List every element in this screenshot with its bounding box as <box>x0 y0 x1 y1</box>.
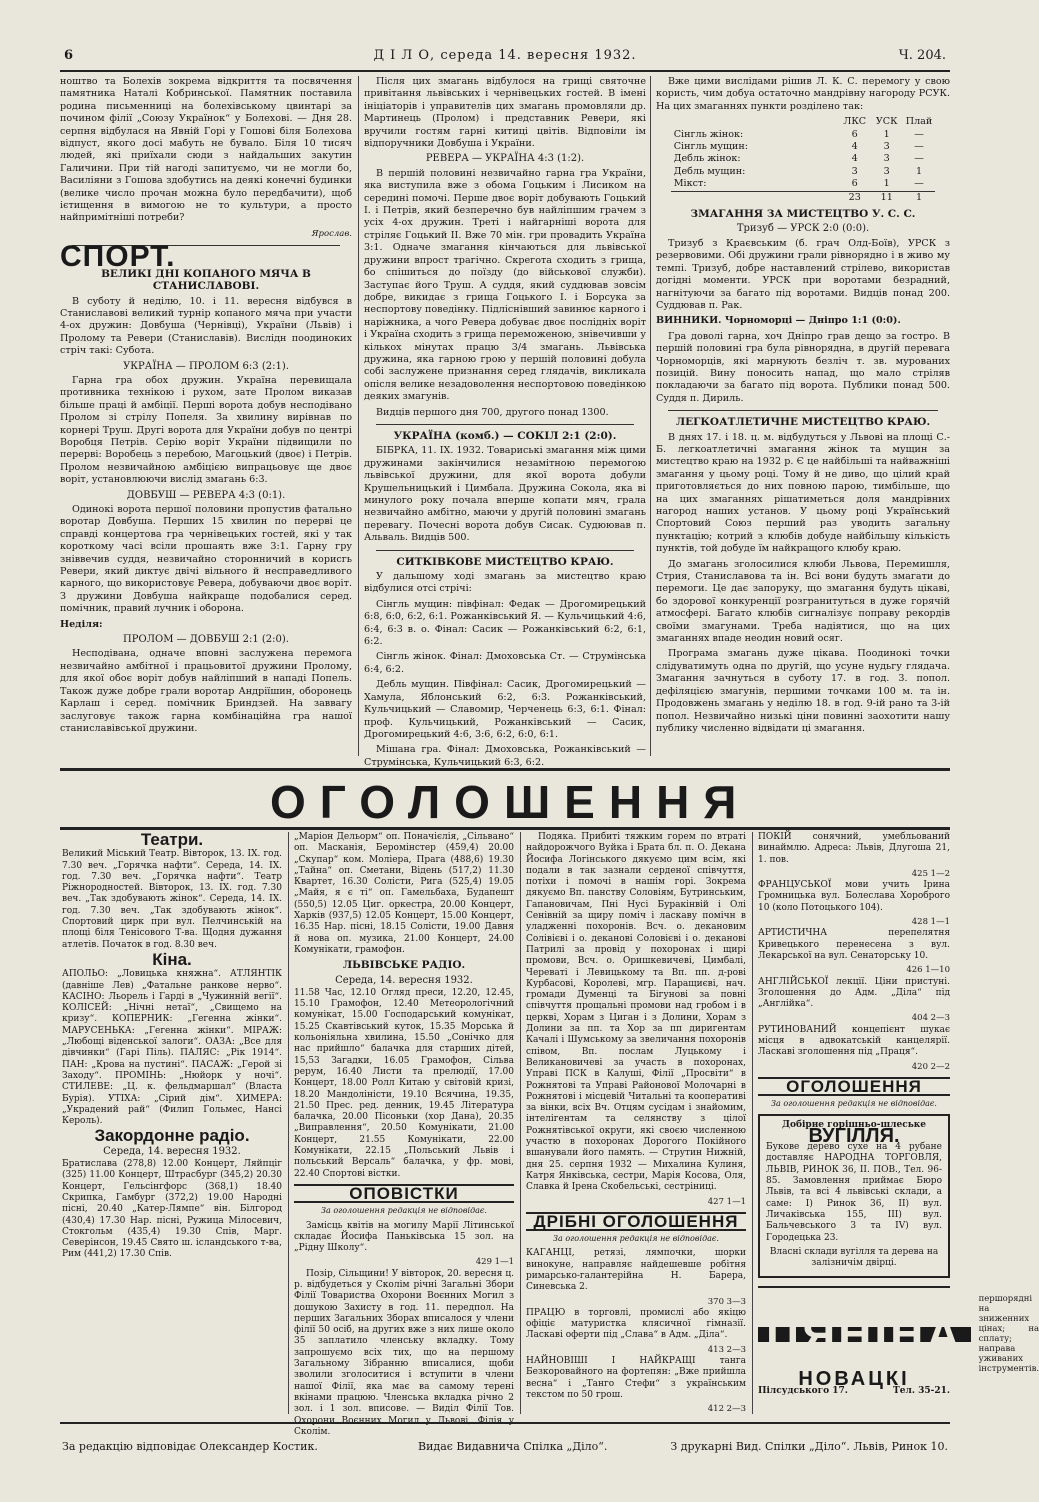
table-cell: 3 <box>851 165 858 177</box>
table-cell: — <box>914 141 924 153</box>
article-text: В днях 17. і 18. ц. м. відбудуться у Львові на площі С.-Б. легкоатлетичні змагання жінок та мущин за мистецтво краю на 1932 р. Є це найбільші та найважніші змагання у цьому році. Тому й не диво, що цілий край приготовляється до них повною парою, тимбільше, що на цих змаганнях рішатиметься доля мандрівних нагород наших установ. У цьому році Український Спортовий Союз перший раз уводить загальну пунктацію; котрий з клюбів добуде найбільшу кількість пунктів, той добуде їм найкращого клюбу краю. <box>656 431 950 555</box>
tennis-result: Сінгль жінок. Фінал: Дмоховська Ст. — Струмінська 6:4, 6:2. <box>364 651 646 675</box>
ad-heading: Добірне горішньо-шлеське <box>781 1119 927 1130</box>
section-title: ЛЬВІВСЬКЕ РАДІО. <box>342 959 466 972</box>
listing-text: Братислава (278,8) 12.00 Концерт, Ляйпціг (325) 11.00 Концерт, Штрасбург (345,2) 20.30 Концерт, Гельсінгфорс (368,1) 18.40 Скрипка, Гамбург (372,2) 19.00 Народні пісні, 20.40 „Катер-Лямпе“ він. Білгород (430,4) 17.30 Нар. пісні, Ружица Мілосевич, Стокгольм (435,4) 19.30 Спів, Марг. Северінсон, 19.45 Свято ш. ісландського т-ва, Рим (441,2) 17.30 Спів. <box>62 1159 282 1260</box>
ads-column-4 <box>758 832 1039 1414</box>
table-cell: 6 <box>851 128 858 140</box>
ad-number: 426 1—10 <box>906 965 950 976</box>
ad-number: 429 1—1 <box>475 1257 514 1268</box>
match-title: РЕВЕРА — УКРАЇНА 4:3 (1:2). <box>425 153 585 165</box>
page-header <box>60 46 950 72</box>
notice-text: Позір, Сільщини! У вівторок, 20. вересня ц. р. відбудеться у Сколім річні Загальні Збори Філії Товариства Охорони Воєнних Могил з дошукою Захисту в год. 11. передпол. На перших Загальних Зборах вписалося у члени філії 50 осіб, на других вже з них лише около 35 заплатило членську вкладку. Тому запрошуємо всіх тих, що на першому Загальному Зібранню вписалися, щоби зволили зголоситися і вступити в члени нашої Філії, яка має ва самому терені вкінами працюю. Членська вкладка річно 2 зол. і 1 зол. вписове. — Виділ Філії Тов. Охорони Воєнних Могил у Львові, Філія у Сколім. <box>294 1268 514 1437</box>
ads-column-3 <box>526 832 746 1414</box>
section-title: ОГОЛОШЕННЯ <box>758 1077 950 1096</box>
classified-ad: ПОКІЙ сонячний, умебльований винаймлю. Адреса: Львів, Длугоша 21, 1. пов. <box>758 832 950 865</box>
tennis-result: Сінгль мущин: півфінал: Федак — Дрогомирецький 6:8, 6:0, 6:2, 6:1. Рожанківський Я. — Кульчицький 4:6, 6:4, 6:3 в. о. Фінал: Сасик — Рожанківський 6:2, 6:1, 6:2. <box>364 598 646 648</box>
article-text: ноштво та Болехів зокрема відкриття та посвячення памятника Наталі Кобринської. Памятник поставила родина письменниці на болехівському цвинтарі за почином філії „Союзу Українок“ у Болехові. — Дня 28. серпня відбулася на Явній Горі у Гошові біля Болехова відпуст, якого досі мабуть не бувало. Біля 10 тисяч людей, які приїхали сюди з найдальших закутин Галичини. При тій нагоді запитуємо, чи не могли бо, Василіяни з Гошова здобутись на деякі конечні будинки (велике число прочан можна було передбачити), щоб ієтищення в вимогою не то культури, а просто найпримітніші потреби? <box>60 76 352 224</box>
column-2 <box>364 76 646 768</box>
match-title: ДОВБУШ — РЕВЕРА 4:3 (0:1). <box>126 489 286 501</box>
article-text: В суботу й неділю, 10. і 11. вересня відбувся в Станиславові великий турнір копаного мяча при участи 4-ох дружин: Довбуша (Чернівці), України (Львів) і Пролому та Ревери (Станиславів). Вислідн поодиноких стріч такі: Субота. <box>60 295 352 357</box>
disclaimer: За оголошення редакція не відповідає. <box>771 1099 937 1109</box>
article-text: Одинокі ворота першої половини пропустив фатально воротар Довбуша. Перших 15 хвилин по перерві це справді концертова гра чернівецьких гостей, які у так короткому часі всіли прошаять вже 3:1. Гарну гру зніввечив суддя, незвичайно сторонничий в корисгь Ревери, який диктує двічі вільного й несправедливого карного, що використовує Ревера, добуваючи двоє воріт. З дружини Довбуша найкраще подобалися серед. помічник, правий лучник і оборона. <box>60 504 352 615</box>
table-row <box>671 178 936 191</box>
date-label: Середа, 14. вересня 1932. <box>103 1145 241 1157</box>
ad-heading: ПЯНІНА <box>758 1327 971 1342</box>
ads-banner <box>60 768 950 830</box>
ad-number: 370 3—3 <box>707 1296 746 1307</box>
section-title: Закордонне радіо. <box>94 1126 250 1146</box>
listing-text: 11.58 Час, 12.10 Огляд преси, 12.20, 12.45, 15.10 Грамофон, 12.40 Метеорологічний комунікат, 15.00 Господарський комунікат, 15.25 Скавтівський куток, 15.35 Морська й кольоніяльна хвилина, 15.50 „Сонічко для нас прийшло“ балачка для старших дітей, 15,53 Загадки, 16.05 Грамофон, Сільва рерум, 16.40 Листи та прелюдії, 17.00 Концерт, 18.00 Ролл Китаю у світовій кризі, 18.20 Мандоліністи, 19.10 Всячина, 19.35, 21.50 Прес. ред. денник, 19.45 Література балачка, 20.00 Пісоньки (хор Дана), 20.35 „Виправлення“, 20.50 Комунікати, 21.00 Концерт, 21.55 Комунікати, 22.00 Комунікати, 22.15 „Польський Львів і польський Версаль“ балачка, у фр. мові, 22.40 Спортові вістки. <box>294 987 514 1179</box>
classified-ad: НАЙНОВІШІ І НАЙКРАЩІ танга Безкоровайного на фортепян: „Вже прийшла весна“ і „Танго Стефи“ з українським текстом по 50 грош. <box>526 1356 746 1400</box>
ad-text: Букове дерево сухе на 4 рубане доставляє НАРОДНА ТОРГОВЛЯ, ЛЬВІВ, РИНОК 36, II. ПОВ., Тел. 96-85. Замовлення приймає Бюро Львів, та всі 4 львівські склади, а саме: І) Ринок 36, ІІ) вул. Личаківська 155, ІІІ) вул. Бальчевського 3 та IV) вул. Городецька 23. <box>766 1142 942 1243</box>
section-title: ОПОВІСТКИ <box>294 1184 514 1203</box>
ad-number: 427 1—1 <box>707 1196 746 1207</box>
table-cell: 1 <box>883 178 890 190</box>
column-divider <box>358 76 359 756</box>
table-cell: — <box>914 128 924 140</box>
ad-number: 412 2—3 <box>707 1404 746 1415</box>
article-title: ЗМАГАННЯ ЗА МИСТЕЦТВО У. С. С. <box>690 208 916 221</box>
article-text: Гра доволі гарна, хоч Дніпро грав дещо за гостро. В першій половині гра була рівнорядна, в другій перевага Чорноморців, які марнують безліч т. зв. мурованих позицій. Вину поносить напад, що мало стріляв покладаючи за багато під ворота. Публики понад 500. Суддя п. Дириль. <box>656 330 950 404</box>
author: Ярослав. <box>311 228 352 239</box>
article-title: ВЕЛИКІ ДНІ КОПАНОГО МЯЧА В СТАНИСЛАВОВІ. <box>101 267 311 293</box>
table-row <box>671 141 936 153</box>
article-text: Програма змагань дуже цікава. Поодинокі точки слідуватимуть одна по другій, що усуне нудьгу глядача. Змагання зачнуться в суботу 17. в год. 3. попол. дефіляцією змагунів, першими точками 100 м. та ін. Продовжень змагань у неділю 18. в год. 9-ій рано та 3-ій попол. Незвичайно низькі ціни повинні заохотити нашу публику численно відвідати ці змагання. <box>656 648 950 734</box>
table-cell: 11 <box>880 191 893 203</box>
divider <box>376 424 634 425</box>
ads-column-2 <box>294 832 514 1437</box>
match-title: Тризуб — УРСК 2:0 (0:0). <box>736 223 870 235</box>
table-header-cell: УСК <box>875 116 898 128</box>
classified-ad: АРТИСТИЧНА перепелятня Кривецького перенесена з вул. Лекарської на вул. Сенаторську 10. <box>758 928 950 961</box>
footer-editor: За редакцію відповідає Олександер Костик. <box>62 1440 318 1453</box>
table-header-cell <box>671 116 839 128</box>
ad-text: Власні склади вугілля та дерева на залізничім двірці. <box>769 1246 939 1269</box>
table-cell: 1 <box>915 191 923 203</box>
table-cell <box>671 191 839 204</box>
notice-text: Замісць квітів на могилу Марії Літинської складає Йосифа Паньківська 15 зол. на „Рідну Школу“. <box>294 1220 514 1254</box>
article-title: СИТКІВКОВЕ МИСТЕЦТВО КРАЮ. <box>396 555 614 568</box>
column-divider <box>288 832 289 1414</box>
page-footer <box>60 1422 950 1464</box>
table-cell: — <box>914 178 924 190</box>
tennis-result: Мішана гра. Фінал: Дмоховська, Рожанківський — Струмінська, Кульчицький 6:3, 6:2. <box>364 744 646 768</box>
ad-text: першорядні на зниженних цінах; на сплату; направа уживаних інструментів. <box>978 1294 1039 1375</box>
divider <box>668 410 938 411</box>
article-text: Несподівана, одначе вповні заслужена перемога незвичайно амбітної і працьовитої дружини Пролому, для якої обоє воріт добув найліпший в нападі Попель. Також дуже добре грали воротар Андріїшин, оборонець Карлаш і серед. помічник Бриндзей. На заввагу заслуговує також гарна комбінаційна гра нашої станиславівської дружини. <box>60 648 352 734</box>
ad-number: 425 1—2 <box>911 868 950 879</box>
table-cell: Сінгль мущин: <box>673 141 748 153</box>
match-title: ВИННИКИ. Чорноморці — Дніпро 1:1 (0:0). <box>656 315 901 327</box>
ad-heading: НОВАЦКІ <box>798 1368 910 1391</box>
listing-text: АПОЛЬО: „Ловицька княжна“. АТЛЯНТІК (давніше Лев) „Фатальне ранкове нерво“. КАСІНО: Льорель і Гарді в „Чужинній вегії“. КОЛІСЕЙ: „Нічні нетаї“, „Свищемо на кризу“. КОПЕРНИК: „Гегенна жінки“. МАРУСЕНЬКА: „Гегенна жінки“. МІРАЖ: „Любощі віденської залоги“. ОАЗА: „Все для дівчинки“ (Гарі Піль). ПАЛЯС: „Рік 1914“. ПАН: „Крова на пустині“. ПАСАЖ: „Герой зі Заходу“. ПРОМІНЬ: „Нюйорк у ночі“. СТИЛЕВЕ: „Ц. к. фельдмаршал“ (Власта Бурія). УТІХА: „Сірий дім“. ХИМЕРА: „Украдений рай“ (Филип Гольмес, Нансі Кероль). <box>62 969 282 1127</box>
table-cell: Дебль мущин: <box>673 165 746 177</box>
article-title: ЛЕГКОАТЛЕТИЧНЕ МИСТЕЦТВО КРАЮ. <box>675 416 931 429</box>
table-cell: — <box>914 153 924 165</box>
table-cell: 1 <box>915 165 923 177</box>
ad-number: 420 2—2 <box>911 1061 950 1072</box>
ad-heading: ВУГІЛЛЯ. <box>808 1124 900 1147</box>
ad-number: 428 1—1 <box>911 917 950 928</box>
section-title: ДРІБНІ ОГОЛОШЕННЯ <box>526 1212 746 1231</box>
table-header-cell: ЛКС <box>843 116 867 128</box>
table-cell: 6 <box>851 178 858 190</box>
footer-printer: З друкарні Вид. Спілки „Діло“. Львів, Ринок 10. <box>670 1440 948 1453</box>
listing-text: Великий Міський Театр. Вівторок, 13. IX. год. 7.30 веч. „Горячка нафти“. Середа, 14. IX. год. 7.30 веч. „Горячка нафти“. Театр Ріжнородностей. Вівторок, 13. IX. год. 7.30 веч. „Так здобувають жінок“. Середа, 14. IX. год. 7.30 веч. „Так здобувають жінок“. Спортовий цирк при вул. Пелчинській на площі біля Тенісового Т-ва. Щодня дужання атлетів. Початок в год. 8.30 веч. <box>62 849 282 950</box>
listing-text: „Маріон Дельорм“ оп. Поначієлія, „Сільвано“ оп. Масканія, Беромінстер (459,4) 20.00 „Скупар“ ком. Моліера, Прага (488,6) 19.30 „Тайна“ оп. Сметани, Відень (517,2) 11.30 Квартет, 16.30 Солісти, Рига (525,4) 19.05 „Майя, я є ті“ оп. Гамельбаха, Будапешт (550,5) 12.05 Циг. оркестра, 20.00 Концерт, Харків (937,5) 12.05 Концерт, 15.00 Концерт, 16.35 Нар. пісні, 18.15 Солісти, 19.00 Давня й нова оп. музика, 21.00 Концерт, 24.00 Комунікати, грамофон. <box>294 832 514 955</box>
table-cell: 4 <box>851 153 858 165</box>
ad-address: Пілсудського 17. <box>758 1385 848 1396</box>
article-text: Гарна гра обох дружин. Україна перевищала противника технікою і рухом, зате Пролом виказав більше праці й амбіції. Перші ворота добув несподівано Пролом зі стрілу Попеля. За хвилину вирівнав по корнері Труш. Другі ворота для України добув по центрі Воробця Петрів. Серію воріт України підвищили по перерві: Воробець з перебою, Магоцький (двоє) і Петрів. Пролом незвичайною амбіцією випрацьовує ще двоє воріт, установлюючи вислід змагань 6:3. <box>60 374 352 486</box>
ads-column-1 <box>62 832 282 1414</box>
points-table <box>671 116 936 204</box>
disclaimer: За оголошення редакція не відповідає. <box>553 1234 719 1244</box>
classified-ad: ПРАЦЮ в торговлі, промислі або якіцю офіціє матуристка клясичної гімназії. Ласкаві оферти під „Слава“ в Адм. „Діла“. <box>526 1307 746 1341</box>
issue-number: Ч. 204. <box>898 48 946 63</box>
article-text: Після цих змагань відбулося на грищі святочне привітання львівських і чернівецьких гостей. В імені ініціаторів і управителів цих змагань промовляли др. Мартинець (Пролом) і представник Ревери, які вручили гостям гарні китиці цвітів. Відповіли ім відпоручники Довбуша і України. <box>364 76 646 150</box>
page-number: 6 <box>64 48 74 63</box>
table-cell: 3 <box>883 141 890 153</box>
match-title: ПРОЛОМ — ДОВБУШ 2:1 (2:0). <box>123 634 289 646</box>
table-header-cell: Плай <box>905 116 933 128</box>
ad-number: 404 2—3 <box>911 1013 950 1024</box>
table-cell: Сінгль жінок: <box>673 128 744 140</box>
article-text: Тризуб з Краєвським (б. грач Олд-Боїв), УРСК з резервовими. Обі дружини грали рівнорядно і в живо му темпі. Тризуб, добре наставлений стрілево, використав догідні моменти. УРСК при воротами безрадний, нагнітуючи за багато під воротами. Видців понад 200. Суддював п. Рак. <box>656 237 950 311</box>
divider <box>376 550 634 551</box>
article-text: Вже цими вислідами рішив Л. К. С. перемогу у свою користь, чим добуа остаточно мандрівну нагороду РСУК. На цих змаганнях пункти розділено так: <box>656 76 950 112</box>
column-divider <box>520 832 521 1414</box>
column-divider <box>650 76 651 756</box>
article-text: До змагань зголосилися клюби Львова, Перемишля, Стрия, Станиславова та ін. Всі вони будуть змагати до перемоги. Це дає запоруку, що змагання будуть цікаві, бо здорової конкуренції розгранитуться в дуже горячій атмосфері. Багато клюбів сигналізує поправу рекордів своїми змагунами. Треба надіятися, що на цих змаганнях впаде неодин новий осяг. <box>656 558 950 645</box>
article-text: В першій половині незвичайно гарна гра України, яка виступила вже з обома Гоцьким і Лисиком на середині помочі. Перше двоє воріт добувають Гоцький І. і Петрів, який безперечно був найліпшим грачем з усіх 4-ох дружин. Треті і найгарніші ворота для стріляє Гоцький ІІ. Вже 70 мін. гри провадить Україна 3:1. Одначе змагання кінчаються для львівської дружини впрост трагічно. Скрегота сходить з грища, бо спішиться до поїзду (до військової служби). Заступає його Труш. А суддя, який суддював зовсім добре, викидає з грища Гоцького І. і Борсука за неспортову поведінку. Підліснівший завинює карного і наріжника, а чого Ревера добуває двоє послідніх воріт і Україна сходить з грища переможеною, знівечивши у кількох мінутах працю 3/4 змагань. Львівська дружина, яка гарною грою у першій половині добула собі заслужене признання серед глядачів, викликала опісля велике незадоволення неспортовою поведінкою деяких змагунів. <box>364 167 646 403</box>
day-label: Неділя: <box>60 618 103 630</box>
masthead-line: Д І Л О, середа 14. вересня 1932. <box>373 48 637 63</box>
ad-phone: Тел. 35-21. <box>893 1385 950 1396</box>
table-cell: Дебль жінок: <box>673 153 741 165</box>
column-3 <box>656 76 950 756</box>
column-1 <box>60 76 352 756</box>
table-row <box>671 153 936 165</box>
table-cell: 23 <box>848 191 861 203</box>
coal-advertisement <box>758 1114 950 1279</box>
table-cell: 3 <box>883 165 890 177</box>
table-cell: 4 <box>851 141 858 153</box>
date-label: Середа, 14. вересня 1932. <box>335 974 473 986</box>
classified-ad: ФРАНЦУСЬКОЇ мови учить Ірина Громницька вул. Болеслава Хороброго 10 (коло Потоцького 104). <box>758 880 950 913</box>
section-title: Кіна. <box>152 949 192 969</box>
article-text: У дальшому ході змагань за мистецтво краю відбулися отсі стрічі: <box>364 571 646 595</box>
ad-number: 413 2—3 <box>707 1344 746 1355</box>
table-row <box>671 129 936 141</box>
table-total-row <box>671 191 936 204</box>
table-row <box>671 166 936 178</box>
match-title: УКРАЇНА (комб.) — СОКІЛ 2:1 (2:0). <box>393 429 617 442</box>
disclaimer: За оголошення редакція не відповідає. <box>321 1206 487 1216</box>
classified-ad: РУТИНОВАНИЙ концепієнт шукає місця в адвокатській канцелярії. Ласкаві зголошення під „Праця“. <box>758 1024 950 1058</box>
notice-text: Подяка. Прибиті тяжким горем по втраті найдорожчого Вуйка і Брата бл. п. О. Декана Йосифа Логінського дякуємо цим всім, які подали в так зазнали серденої співчуття, потіхи і помочі в нашім горі. Зокрема дякуємо Вп. панству Соловіям, Бутринським, Гапановичам, Пні Нусі Буракінвій і Олі Сенівній за щиру поміч і ласкаву помічн в уладженні похоронів. Всч. о. декановим Солівієві і о. деканові Соловієві і о. деканові Патрилі за провід у похоронах і щирі промови, Всч. о. Оришкевичеві, Цимбалі, Череваті і Левицькому та Вп. пп. д-рові Курбасові, Королеві, мгр. Паращиєві, нач. громади Думенці та Бігунові за повні співчуття прощальні промови над гробом і в церкві, Хорам з Циган і з Долини, Хорам з Долини за пп. та Хор за пп диригентам Качалі і Шумському за звеличання похоронів співом, Вп. послам Луцькому і Великановичеві за участь в похоронах, Управі ПСК в Калуші, Філії „Просвіти“ в Рожнятові та Управі Районової Молочарні в Рожнятові і місцевій Читальні та кооперативі за вінки, всіх Вч. Отцям сусідам і знайомим, інтелігентам та селянству з цілої Рожнятівської округи, які своєю численною участю в похоронах Дорогого Покійного вшанували його память. — Струтин Нижній, дня 25. серпня 1932 — Михалина Кулиня, Катря Янківська, сестри, Марія Косова, Оля, Славка й Ірена Скобельські, сестріниці. <box>526 832 746 1193</box>
table-cell: Мікст: <box>673 178 707 190</box>
ads-banner-title: ОГОЛОШЕННЯ <box>270 776 751 828</box>
table-cell: 1 <box>883 128 890 140</box>
tennis-result: Дебль мущин. Півфінал: Сасик, Дрогомирецький — Хамула, Яблонський 6:2, 6:3. Рожанківський, Кульчицький — Славомир, Черченець 6:3, 6:1. Фінал: проф. Кульчицький, Рожанківський — Сасик, Дрогомирецький 4:6, 3:6, 6:2, 6:0, 6:1. <box>364 679 646 740</box>
classified-ad: КАГАНЦІ, ретязі, лямпочки, шорки винокуне, направляє найдешевше робітня римарсько-галантерійна Н. Барера, Синевська 2. <box>526 1248 746 1293</box>
section-title: СПОРТ. <box>60 240 176 274</box>
footer-publisher: Видає Видавнича Спілка „Діло“. <box>418 1440 608 1453</box>
article-text: БІБРКА, 11. IX. 1932. Товариські змагання між цими дружинами закінчилися незамітною перемогою львівської дружини, для якої ворота добули Крушельницький і Цимбала. Дружина Сокола, яка ві минулого року почала вперше копати мяч, грала незвичайно амбітно, маючи у другій половині змагань перевагу. Почесні ворота добув Сисак. Судюював п. Альваль. Видців 500. <box>364 445 646 544</box>
column-divider <box>752 832 753 1414</box>
section-title: Театри. <box>140 830 204 849</box>
table-cell: 3 <box>883 153 890 165</box>
classified-ad: АНГЛІЙСЬКОЇ лекції. Ціни пристуні. Зголошення до Адм. „Діла“ під „Англійка“. <box>758 976 950 1010</box>
match-title: УКРАЇНА — ПРОЛОМ 6:3 (2:1). <box>123 360 289 372</box>
piano-advertisement <box>758 1286 1039 1375</box>
attendance: Видців першого дня 700, другого понад 1300. <box>376 406 609 418</box>
